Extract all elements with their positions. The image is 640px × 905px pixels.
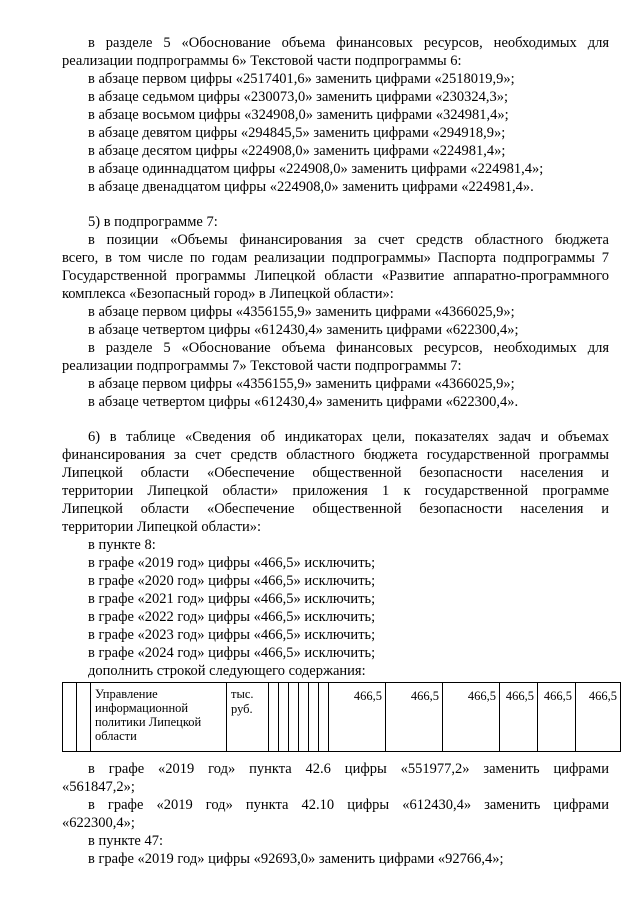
text-line: территории Липецкой области» приложения 1 к государственной программе [62, 483, 609, 499]
table-cell [309, 683, 319, 752]
table-cell [289, 683, 299, 752]
text-line: в абзаце одиннадцатом цифры «224908,0» заменить цифрами «224981,4»; [88, 161, 544, 177]
value-cell: 466,5 [538, 683, 576, 752]
text-line: в графе «2019 год» пункта 42.6 цифры «551977,2» заменить цифрами [88, 761, 609, 777]
value-cell: 466,5 [386, 683, 443, 752]
text-line: в графе «2019 год» цифры «466,5» исключить; [88, 555, 376, 571]
text-line: в графе «2021 год» цифры «466,5» исключить; [88, 591, 376, 607]
text-line: в абзаце седьмом цифры «230073,0» заменить цифрами «230324,3»; [88, 89, 509, 105]
text-line: дополнить строкой следующего содержания: [88, 663, 366, 679]
text-line: в графе «2020 год» цифры «466,5» исключить; [88, 573, 376, 589]
text-line: реализации подпрограммы 6» Текстовой части подпрограммы 6: [62, 53, 462, 69]
text-line: в пункте 47: [88, 833, 164, 849]
inserted-row-table [62, 682, 621, 752]
text-line: в абзаце четвертом цифры «612430,4» заменить цифрами «622300,4». [88, 394, 519, 410]
text-line: в графе «2019 год» цифры «92693,0» заменить цифрами «92766,4»; [88, 851, 504, 867]
text-line: «561847,2»; [62, 779, 135, 795]
text-line: в абзаце девятом цифры «294845,5» заменить цифрами «294918,9»; [88, 125, 506, 141]
row-name-cell: Управление информационной политики Липецкой области [91, 683, 227, 752]
text-line: в абзаце четвертом цифры «612430,4» заменить цифрами «622300,4»; [88, 322, 519, 338]
text-line: 5) в подпрограмме 7: [88, 214, 218, 230]
text-line: в графе «2019 год» пункта 42.10 цифры «612430,4» заменить цифрами [88, 797, 609, 813]
text-line: в графе «2022 год» цифры «466,5» исключить; [88, 609, 376, 625]
table-cell [63, 683, 77, 752]
table-cell [77, 683, 91, 752]
table-cell [279, 683, 289, 752]
text-line: в графе «2023 год» цифры «466,5» исключить; [88, 627, 376, 643]
text-line: Липецкой области «Обеспечение общественной безопасности населения и [62, 501, 609, 517]
text-line: в пункте 8: [88, 537, 156, 553]
text-line: комплекса «Безопасный город» в Липецкой области»: [62, 286, 394, 302]
text-line: в разделе 5 «Обоснование объема финансовых ресурсов, необходимых для [88, 340, 609, 356]
text-line: Государственной программы Липецкой области «Развитие аппаратно-программного [62, 268, 609, 284]
table-cell [299, 683, 309, 752]
text-line: финансирования за счет средств областного бюджета государственной программы [62, 447, 609, 463]
text-line: всего, в том числе по годам реализации подпрограммы» Паспорта подпрограммы 7 [62, 250, 609, 266]
table-cell [269, 683, 279, 752]
text-line: в абзаце первом цифры «4356155,9» заменить цифрами «4366025,9»; [88, 304, 515, 320]
text-line: в абзаце восьмом цифры «324908,0» заменить цифрами «324981,4»; [88, 107, 509, 123]
text-line: 6) в таблице «Сведения об индикаторах цели, показателях задач и объемах [88, 429, 609, 445]
text-line: в позиции «Объемы финансирования за счет средств областного бюджета [88, 232, 609, 248]
text-line: в графе «2024 год» цифры «466,5» исключить; [88, 645, 376, 661]
text-line: в абзаце десятом цифры «224908,0» заменить цифрами «224981,4»; [88, 143, 506, 159]
text-line: в абзаце двенадцатом цифры «224908,0» заменить цифрами «224981,4». [88, 179, 534, 195]
table-cell [319, 683, 329, 752]
value-cell: 466,5 [576, 683, 621, 752]
value-cell: 466,5 [443, 683, 500, 752]
value-cell: 466,5 [500, 683, 538, 752]
text-line: «622300,4»; [62, 815, 135, 831]
text-line: территории Липецкой области»: [62, 519, 262, 535]
text-line: в абзаце первом цифры «4356155,9» заменить цифрами «4366025,9»; [88, 376, 515, 392]
text-line: реализации подпрограммы 7» Текстовой части подпрограммы 7: [62, 358, 462, 374]
text-line: в абзаце первом цифры «2517401,6» заменить цифрами «2518019,9»; [88, 71, 515, 87]
value-cell: 466,5 [329, 683, 386, 752]
table-row [63, 683, 621, 752]
unit-cell: тыс. руб. [227, 683, 269, 752]
text-line: Липецкой области «Обеспечение общественной безопасности населения и [62, 465, 609, 481]
text-line: в разделе 5 «Обоснование объема финансовых ресурсов, необходимых для [88, 35, 609, 51]
